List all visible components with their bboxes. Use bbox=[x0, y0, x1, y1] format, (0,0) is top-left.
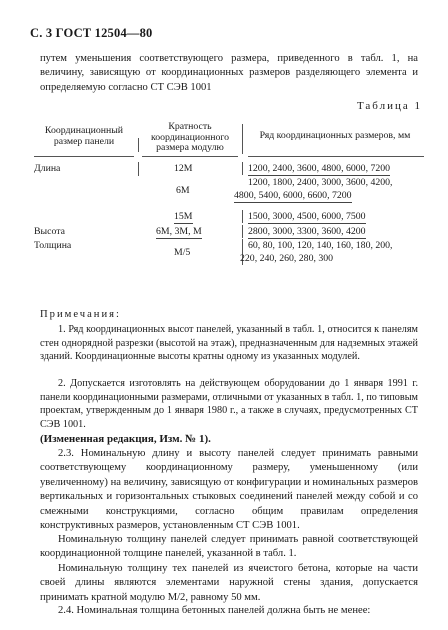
row-length-mult: 12М bbox=[174, 163, 193, 174]
row-height-series: 2800, 3000, 3300, 3600, 4200 bbox=[248, 226, 366, 237]
header-divider-1 bbox=[138, 138, 139, 152]
header-divider-2 bbox=[242, 124, 243, 154]
row-6m-series-2: 4800, 5400, 6000, 6600, 7200 bbox=[234, 190, 352, 201]
header-underline-1 bbox=[34, 156, 134, 157]
header-underline-2 bbox=[142, 156, 238, 157]
header-underline-3 bbox=[248, 156, 424, 157]
row-15m-mult: 15М bbox=[174, 211, 193, 222]
intro-paragraph: путем уменьшения соответствующего размера, приведенного в табл. 1, на величину, зависящую от координационных размеров разделяющего элемента и определяемую согласно СТ СЭВ 1001 bbox=[40, 53, 418, 93]
paragraph-thickness: Номинальную толщину панелей следует принимать равной соответствующей координационной толщине панелей, указанной в табл. 1. bbox=[40, 534, 418, 560]
row-divider bbox=[242, 162, 243, 175]
table-caption: Таблица 1 bbox=[356, 100, 422, 112]
row-length-name: Длина bbox=[34, 163, 61, 174]
header-col1: Координационный размер панели bbox=[44, 125, 124, 147]
row-thickness-mult: М/5 bbox=[174, 247, 191, 258]
note-2: 2. Допускается изготовлять на действующем оборудовании до 1 января 1991 г. панели координационными размерами, отличными от указанных в табл. 1, по типовым проектам, утвержденным до 1 января 1980 г., а также в случаях, предусмотренных СТ СЭВ 1001. bbox=[40, 378, 418, 430]
paragraph-cellular-concrete: Номинальную толщину тех панелей из ячеистого бетона, которые на части своей длины являются элементами наружной стены здания, допускается принимать кратной модулю М/2, равному 50 мм. bbox=[40, 563, 418, 603]
row-thickness-series-1: 60, 80, 100, 120, 140, 160, 180, 200, bbox=[248, 240, 393, 251]
note-1: 1. Ряд координационных высот панелей, указанный в табл. 1, относится к панелям стен однорядной разрезки (высотой на этаж), предназначенным для надземных этажей зданий. Координационные высоты кратны одному из указанных модулей. bbox=[40, 324, 418, 363]
header-col2: Кратность координационного размера модулю bbox=[150, 121, 230, 154]
paragraph-2-3: 2.3. Номинальную длину и высоту панелей следует принимать равными соответствующему координационному размеру, уменьшенному (или увеличенному) на величину, зависящую от конфигурации и номинальных размеров вертикальных и горизонтальных стыковых соединений панелей между собой и со смежными конструкциями, согласно общим правилам определения конструктивных размеров, установленным СТ СЭВ 1001. bbox=[40, 448, 418, 532]
row-6m-mult: 6М bbox=[176, 185, 190, 196]
row-15m-series: 1500, 3000, 4500, 6000, 7500 bbox=[248, 211, 366, 222]
row-height-mult: 6М, 3М, М bbox=[156, 226, 202, 237]
row-height-name: Высота bbox=[34, 226, 65, 237]
row-thickness-series-2: 220, 240, 260, 280, 300 bbox=[240, 253, 334, 264]
amendment-note: (Измененная редакция, Изм. № 1). bbox=[40, 433, 211, 445]
row-6m-series-1: 1200, 1800, 2400, 3000, 3600, 4200, bbox=[248, 177, 393, 188]
row-divider bbox=[242, 210, 243, 223]
paragraph-2-4: 2.4. Номинальная толщина бетонных панелей должна быть не менее: bbox=[58, 605, 371, 616]
page-header: С. 3 ГОСТ 12504—80 bbox=[30, 26, 153, 40]
row-thickness-name: Толщина bbox=[34, 240, 72, 251]
notes-title: Примечания: bbox=[40, 309, 121, 320]
col-divider bbox=[138, 162, 139, 176]
row-divider bbox=[242, 225, 243, 238]
row-length-series: 1200, 2400, 3600, 4800, 6000, 7200 bbox=[248, 163, 391, 174]
header-col3: Ряд координационных размеров, мм bbox=[259, 130, 411, 141]
